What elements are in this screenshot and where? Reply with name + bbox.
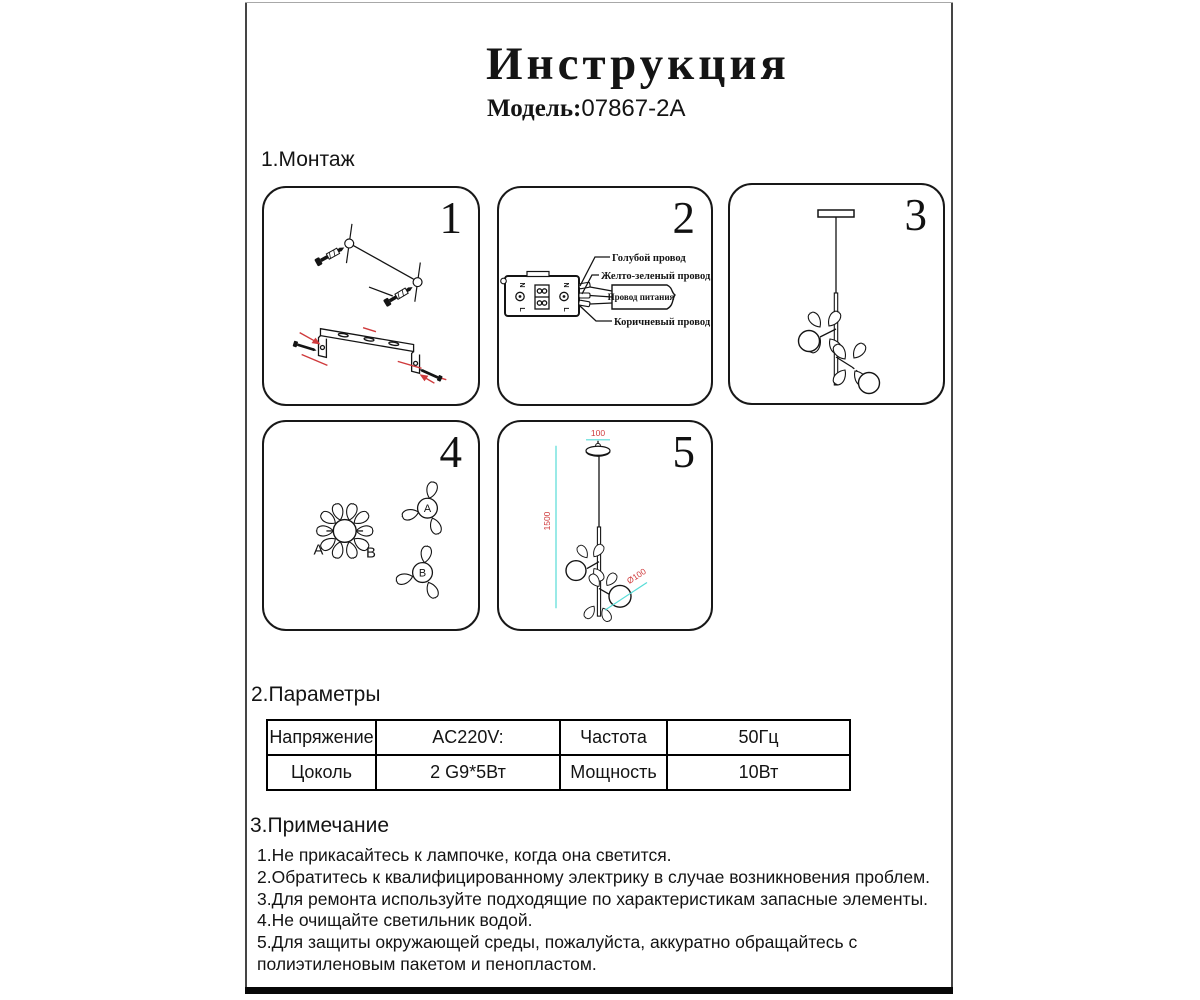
- param-socket-value: 2 G9*5Вт: [376, 755, 560, 790]
- parameters-table: [266, 719, 851, 791]
- pendant-rod: [834, 293, 837, 385]
- page-border-top: [245, 2, 953, 3]
- note-item: 4.Не очищайте светильник водой.: [257, 910, 533, 931]
- table-row: [267, 720, 850, 755]
- ceiling-plate: [818, 210, 854, 217]
- note-item: 5.Для защиты окружающей среды, пожалуйста, аккуратно обращайтесь с полиэтиленовым пакетом и пенопластом.: [257, 932, 858, 974]
- model-number: 07867-2A: [581, 95, 686, 122]
- terminal-l-right: L: [562, 307, 569, 312]
- montage-step-2-panel: [497, 186, 713, 406]
- model-label: Модель:: [487, 95, 582, 122]
- dim-drop-height: 1500: [541, 511, 553, 531]
- note-item: 1.Не прикасайтесь к лампочке, когда она светится.: [257, 845, 672, 865]
- model-line: [487, 94, 685, 124]
- table-row: [267, 755, 850, 790]
- step-number: 4: [439, 427, 462, 477]
- anchor-screw-top: [314, 244, 346, 267]
- param-power-label: Мощность: [560, 755, 667, 790]
- step-number: 3: [904, 190, 927, 240]
- section-notes-heading: 3.Примечание: [250, 814, 390, 837]
- step-number: 2: [672, 193, 695, 243]
- terminal-n-left: N: [518, 282, 525, 288]
- step-number: 1: [439, 193, 462, 243]
- montage-step-5-panel: [497, 420, 713, 631]
- globe-right: [609, 585, 631, 607]
- globe-right: [859, 373, 880, 394]
- param-power-value: 10Вт: [667, 755, 850, 790]
- globe-left: [799, 331, 820, 352]
- page-border-bottom: [245, 987, 953, 994]
- page-border-left: [245, 2, 247, 994]
- param-frequency-label: Частота: [560, 720, 667, 755]
- terminal-l-left: L: [518, 307, 525, 312]
- anchor-screw-mid: [383, 284, 415, 307]
- note-item: 3.Для ремонта используйте подходящие по характеристикам запасные элементы.: [257, 888, 929, 909]
- section-montage-heading: 1.Монтаж: [261, 148, 355, 171]
- leaf-part-a: [401, 481, 443, 536]
- globe-with-leaves: [317, 502, 373, 559]
- param-voltage-label: Напряжение: [267, 720, 376, 755]
- param-socket-label: Цоколь: [267, 755, 376, 790]
- montage-step-1-panel: [262, 186, 480, 406]
- dim-canopy-width: 100: [590, 427, 606, 438]
- notes-list: [257, 845, 957, 976]
- montage-step-4-panel: [262, 420, 480, 631]
- dim-globe-diameter: Ø100: [624, 566, 648, 586]
- part-b-circle-label: B: [418, 567, 427, 580]
- yellow-green-wire-label: Желто-зеленый провод: [601, 271, 711, 282]
- param-frequency-value: 50Гц: [667, 720, 850, 755]
- globe-left: [566, 561, 586, 581]
- section-parameters-heading: 2.Параметры: [251, 683, 381, 706]
- montage-step-3-panel: [728, 183, 945, 405]
- leaf-part-b: [395, 545, 440, 600]
- step-number: 5: [672, 427, 695, 477]
- terminal-n-right: N: [562, 282, 569, 288]
- power-cable-label: Провод питания: [607, 292, 675, 302]
- part-a-label: A: [313, 542, 324, 559]
- blue-wire-label: Голубой провод: [612, 253, 686, 264]
- bracket-screw-right: [418, 367, 442, 382]
- terminal-block: [501, 272, 579, 317]
- part-b-label: B: [366, 545, 376, 562]
- mounting-bracket: [318, 329, 419, 374]
- canopy: [586, 446, 610, 455]
- document-title: Инструкция: [486, 38, 790, 90]
- param-voltage-value: AC220V:: [376, 720, 560, 755]
- part-a-circle-label: A: [423, 503, 432, 516]
- note-item: 2.Обратитесь к квалифицированному электрику в случае возникновения проблем.: [257, 866, 930, 887]
- brown-wire-label: Коричневый провод: [614, 317, 711, 328]
